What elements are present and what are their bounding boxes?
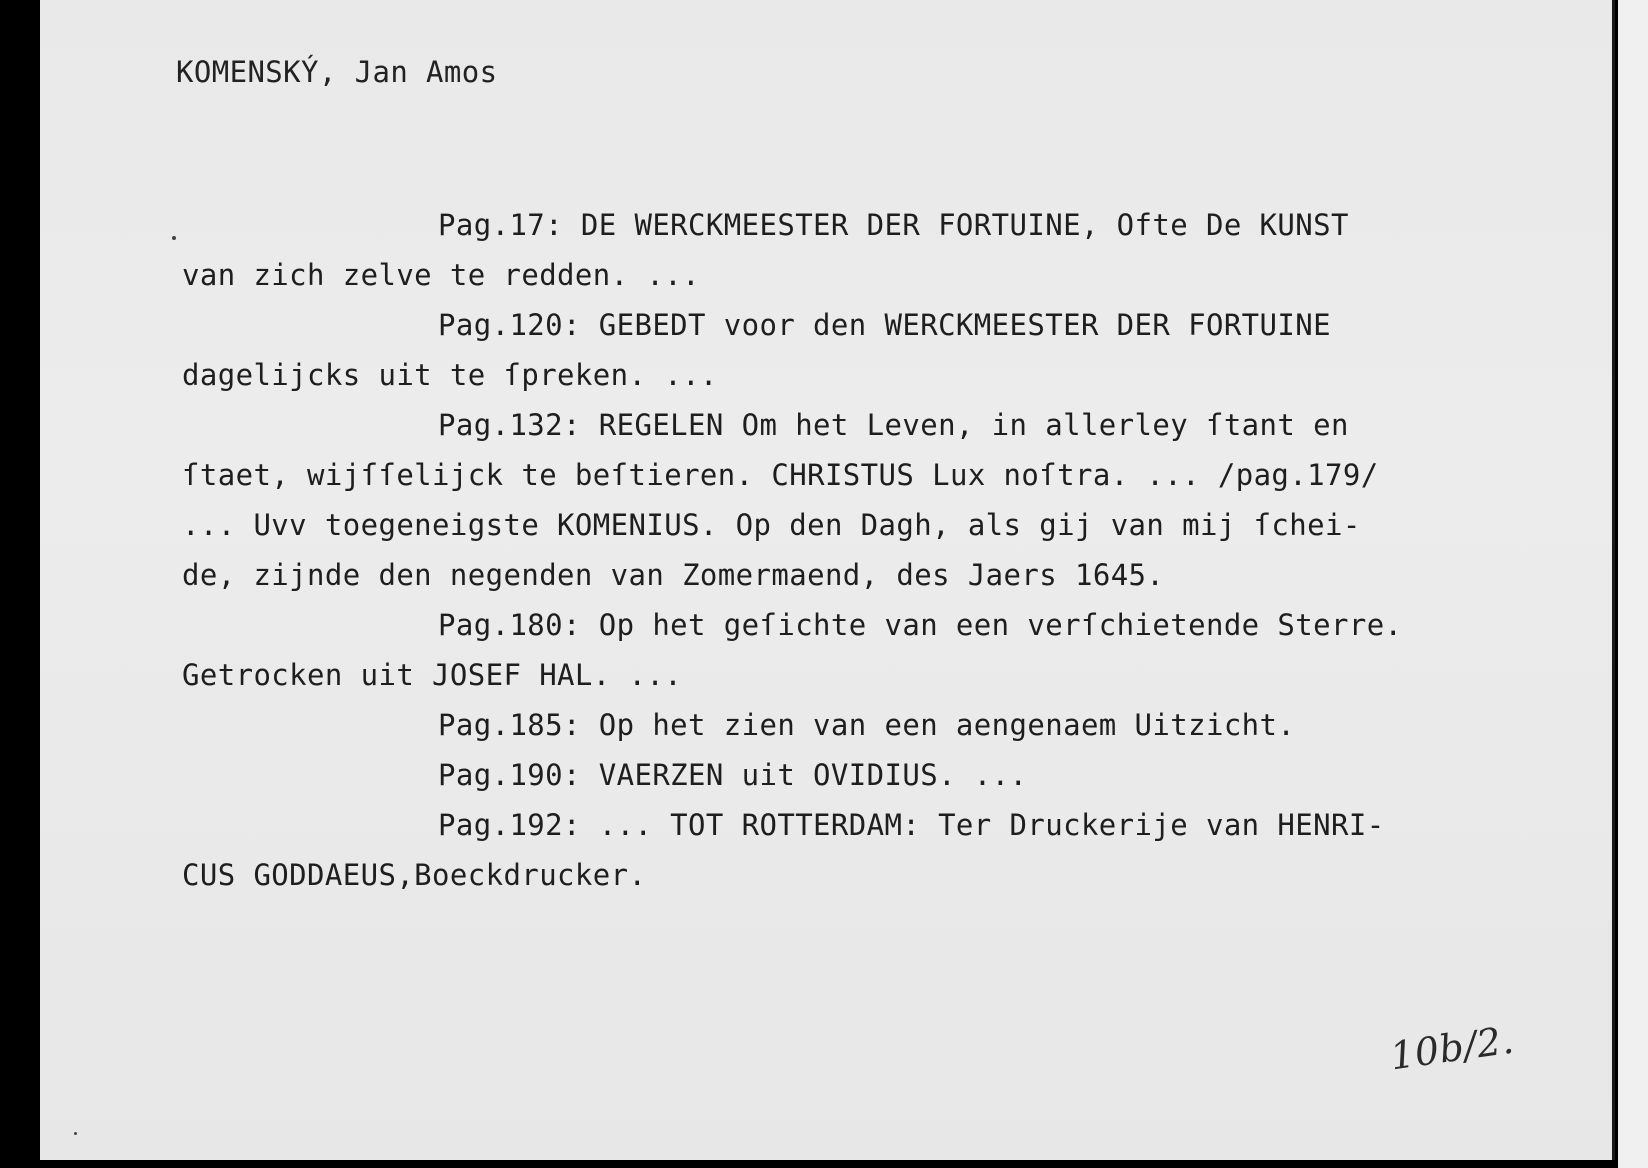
card-heading: KOMENSKÝ, Jan Amos bbox=[176, 55, 498, 89]
handwritten-shelfmark: 10b/2. bbox=[1387, 1017, 1517, 1079]
entry-line: CUS GODDAEUS,Boeckdrucker. bbox=[182, 858, 647, 892]
entry-line: Pag.180: Op het geſichte van een verſchietende Sterre. bbox=[438, 608, 1403, 642]
entry-line: ſtaet, wijſſelijck te beſtieren. CHRISTUS Lux noſtra. ... /pag.179/ bbox=[182, 458, 1379, 492]
entry-line: Pag.17: DE WERCKMEESTER DER FORTUINE, Ofte De KUNST bbox=[438, 208, 1349, 242]
entry-line: van zich zelve te redden. ... bbox=[182, 258, 700, 292]
entry-line: dagelijcks uit te ſpreken. ... bbox=[182, 358, 718, 392]
catalog-card bbox=[40, 0, 1615, 1160]
entry-line: Pag.132: REGELEN Om het Leven, in allerley ſtant en bbox=[438, 408, 1349, 442]
entry-line: Pag.120: GEBEDT voor den WERCKMEESTER DER FORTUINE bbox=[438, 308, 1331, 342]
entry-line: ... Uvv toegeneigste KOMENIUS. Op den Dagh, als gij van mij ſchei- bbox=[182, 508, 1361, 542]
entry-line: Pag.185: Op het zien van een aengenaem Uitzicht. bbox=[438, 708, 1296, 742]
card-body bbox=[182, 200, 1582, 900]
dust-speck bbox=[74, 1132, 77, 1135]
entry-line: Getrocken uit JOSEF HAL. ... bbox=[182, 658, 683, 692]
dust-speck bbox=[172, 236, 176, 240]
entry-line: de, zijnde den negenden van Zomermaend, des Jaers 1645. bbox=[182, 558, 1165, 592]
card-right-edge bbox=[1618, 0, 1648, 1168]
entry-line: Pag.192: ... TOT ROTTERDAM: Ter Druckerije van HENRI- bbox=[438, 808, 1385, 842]
entry-line: Pag.190: VAERZEN uit OVIDIUS. ... bbox=[438, 758, 1028, 792]
